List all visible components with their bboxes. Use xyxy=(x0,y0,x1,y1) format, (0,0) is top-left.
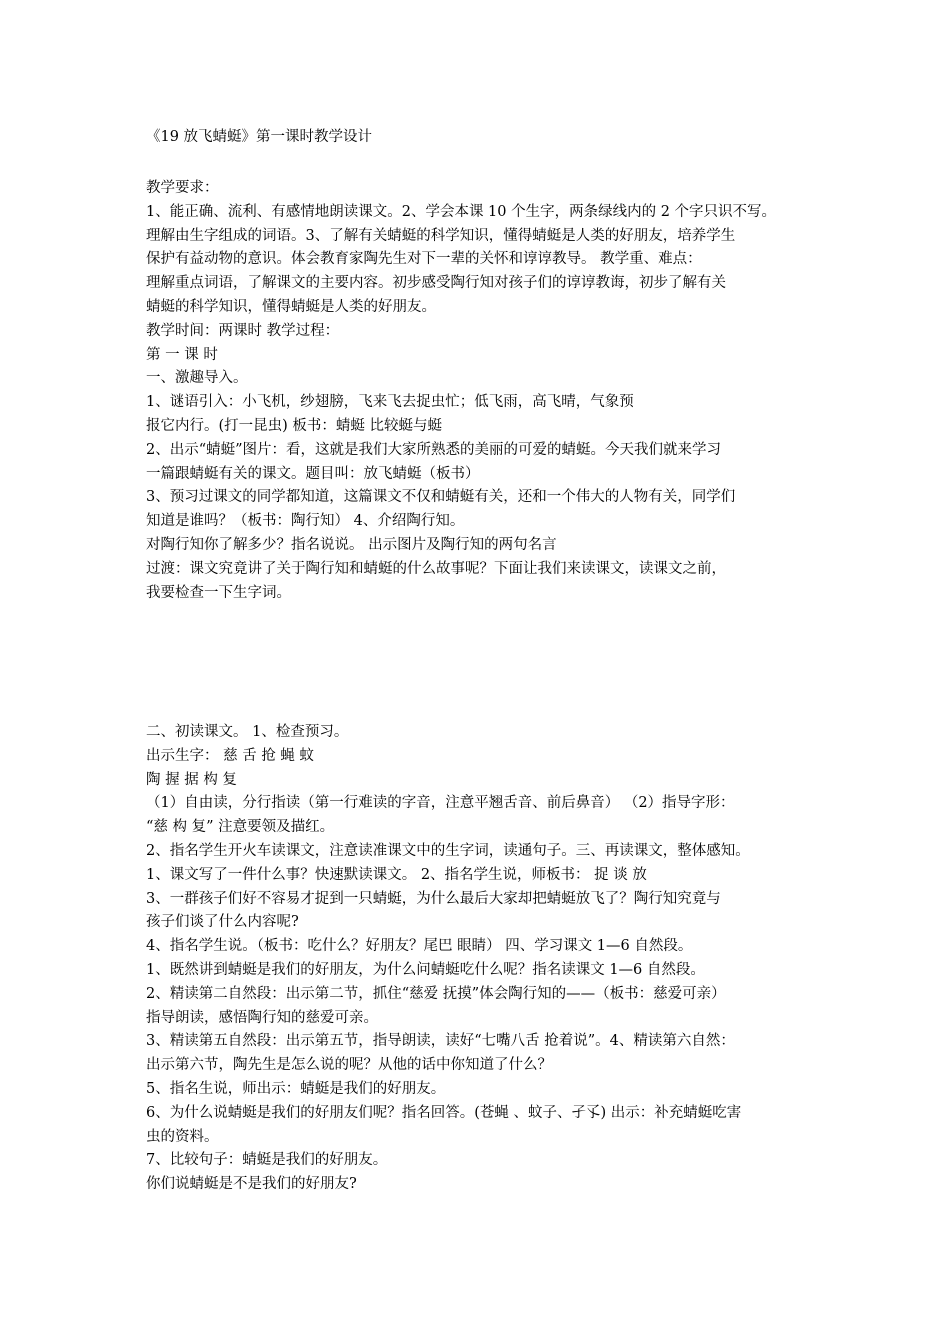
text-line: 1、课文写了一件什么事？快速默读课文。 2、指名学生说，师板书： 捉 谈 放 xyxy=(146,866,647,883)
text-line: 1、谜语引入：小飞机，纱翅膀，飞来飞去捉虫忙；低飞雨，高飞晴，气象预 xyxy=(146,394,634,411)
text-line: 1、能正确、流利、有感情地朗读课文。2、学会本课 10 个生字，两条绿线内的 2 个字只识不写。 xyxy=(146,203,777,220)
text-line: 4、指名学生说。（板书：吃什么？好朋友？尾巴 眼睛） 四、学习课文 1—6 自然段。 xyxy=(146,938,693,955)
text-line: 指导朗读，感悟陶行知的慈爱可亲。 xyxy=(146,1009,378,1026)
text-line: 一、激趣导入。 xyxy=(146,370,248,387)
text-line: （1）自由读，分行指读（第一行难读的字音，注意平翘舌音、前后鼻音） （2）指导字形： xyxy=(146,795,735,812)
text-line: 教学要求： xyxy=(146,180,219,196)
text-line: 3、一群孩子们好不容易才捉到一只蜻蜓，为什么最后大家却把蜻蜓放飞了？陶行知究竟与 xyxy=(146,890,721,907)
text-line: 一篇跟蜻蜓有关的课文。题目叫：放飞蜻蜓（板书） xyxy=(146,465,480,482)
text-line: 虫的资料。 xyxy=(146,1128,219,1145)
text-line: “慈 构 复” 注意要领及描红。 xyxy=(146,819,335,836)
text-line: 过渡：课文究竟讲了关于陶行知和蜻蜓的什么故事呢？下面让我们来读课文，读课文之前， xyxy=(146,560,726,577)
text-line: 教学时间：两课时 教学过程： xyxy=(146,322,340,339)
text-line: 理解由生字组成的词语。3、了解有关蜻蜓的科学知识，懂得蜻蜓是人类的好朋友，培养学生 xyxy=(146,227,736,244)
text-line: 6、为什么说蜻蜓是我们的好朋友们呢？指名回答。(苍蝇 、蚊子、孑孓) 出示：补充蜻蜓吃害 xyxy=(146,1104,742,1121)
section-lesson-intro xyxy=(146,177,826,605)
text-line: 孩子们谈了什么内容呢? xyxy=(146,914,299,931)
text-line: 第 一 课 时 xyxy=(146,346,218,363)
text-line: 2、指名学生开火车读课文，注意读准课文中的生字词，读通句子。三、再读课文，整体感知。 xyxy=(146,842,750,859)
text-line: 你们说蜻蜓是不是我们的好朋友? xyxy=(146,1176,357,1193)
text-line: 二、初读课文。 1、检查预习。 xyxy=(146,724,349,740)
text-line: 我要检查一下生字词。 xyxy=(146,584,291,601)
text-line: 对陶行知你了解多少？指名说说。 出示图片及陶行知的两句名言 xyxy=(146,536,557,553)
text-line: 报它内行。(打一昆虫) 板书：蜻蜓 比较蜓与蜓 xyxy=(146,417,443,434)
text-line: 蜻蜓的科学知识，懂得蜻蜓是人类的好朋友。 xyxy=(146,298,436,315)
text-line: 2、出示“蜻蜓”图片：看，这就是我们大家所熟悉的美丽的可爱的蜻蜓。今天我们就来学习 xyxy=(146,441,722,458)
text-line: 3、精读第五自然段：出示第五节，指导朗读，读好“七嘴八舌 抢着说”。4、精读第六自然： xyxy=(146,1033,735,1050)
text-line: 保护有益动物的意识。体会教育家陶先生对下一辈的关怀和谆谆教导。 教学重、难点： xyxy=(146,251,702,268)
document-title: 《19 放飞蜻蜓》第一课时教学设计 xyxy=(146,129,373,145)
text-line: 5、指名生说，师出示：蜻蜓是我们的好朋友。 xyxy=(146,1080,446,1097)
text-line: 陶 握 据 构 复 xyxy=(146,771,237,788)
text-line: 知道是谁吗？（板书：陶行知） 4、介绍陶行知。 xyxy=(146,513,465,530)
text-line: 3、预习过课文的同学都知道，这篇课文不仅和蜻蜓有关，还和一个伟大的人物有关，同学们 xyxy=(146,489,736,506)
text-line: 2、精读第二自然段：出示第二节，抓住“慈爱 抚摸”体会陶行知的——（板书：慈爱可亲） xyxy=(146,985,726,1002)
text-line: 1、既然讲到蜻蜓是我们的好朋友，为什么问蜻蜓吃什么呢？指名读课文 1—6 自然段。 xyxy=(146,961,705,978)
text-line: 理解重点词语，了解课文的主要内容。初步感受陶行知对孩子们的谆谆教诲，初步了解有关 xyxy=(146,275,726,292)
text-line: 出示第六节，陶先生是怎么说的呢？从他的话中你知道了什么？ xyxy=(146,1057,552,1074)
text-line: 7、比较句子：蜻蜓是我们的好朋友。 xyxy=(146,1152,388,1169)
text-line: 出示生字： 慈 舌 抢 蝇 蚊 xyxy=(146,747,315,764)
section-first-reading xyxy=(146,721,826,1197)
